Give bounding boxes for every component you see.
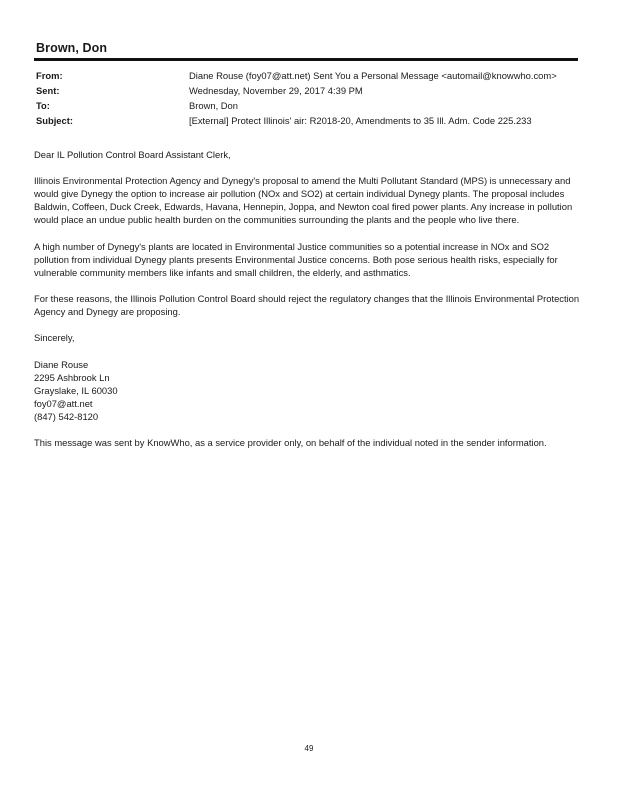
subject-label: Subject: <box>36 115 73 126</box>
email-header-table <box>36 68 596 128</box>
from-value: Diane Rouse (foy07@att.net) Sent You a Personal Message <automail@knowwho.com> <box>189 70 557 81</box>
signature-city: Grayslake, IL 60030 <box>34 384 118 396</box>
signature-phone: (847) 542-8120 <box>34 410 99 422</box>
body-paragraph-1: Illinois Environmental Protection Agency and Dynegy's proposal to amend the Multi Pollutant Standard (MPS) is unnecessary and would give Dynegy the option to increase air pollution (NOx and SO2) at certain individual Dynegy plants. The proposal includes Baldwin, Coffeen, Duck Creek, Edwards, Havana, Hennepin, Joppa, and Newton coal fired power plants. Any increase in pollution would place an undue public health burden on the communities surrounding the plants and the people who live there. <box>34 175 573 226</box>
sent-label: Sent: <box>36 85 60 96</box>
sent-value: Wednesday, November 29, 2017 4:39 PM <box>189 85 363 96</box>
from-row <box>36 68 596 83</box>
subject-row <box>36 113 596 128</box>
header-divider <box>34 58 578 61</box>
sender-name-heading: Brown, Don <box>36 41 108 55</box>
signature-name: Diane Rouse <box>34 358 89 370</box>
to-row <box>36 98 596 113</box>
footer-note: This message was sent by KnowWho, as a service provider only, on behalf of the individual noted in the sender information. <box>34 437 547 449</box>
body-paragraph-2: A high number of Dynegy's plants are located in Environmental Justice communities so a potential increase in NOx and SO2 pollution from individual Dynegy plants presents Environmental Justice concerns. Both pose serious health risks, especially for vulnerable community members like infants and small children, the elderly, and asthmatics. <box>34 240 558 278</box>
to-label: To: <box>36 100 50 111</box>
body-paragraph-3: For these reasons, the Illinois Pollution Control Board should reject the regulatory changes that the Illinois Environmental Protection Agency and Dynegy are proposing. <box>34 293 580 318</box>
from-label: From: <box>36 70 63 81</box>
closing: Sincerely, <box>34 332 75 344</box>
page-number: 49 <box>304 744 314 753</box>
email-body <box>34 148 582 462</box>
sent-row <box>36 83 596 98</box>
signature-street: 2295 Ashbrook Ln <box>34 371 110 383</box>
subject-value: [External] Protect Illinois' air: R2018-20, Amendments to 35 Ill. Adm. Code 225.233 <box>189 115 532 126</box>
greeting: Dear IL Pollution Control Board Assistant Clerk, <box>34 149 231 160</box>
signature-email: foy07@att.net <box>34 397 93 409</box>
to-value: Brown, Don <box>189 100 238 111</box>
signature-block <box>34 358 582 423</box>
